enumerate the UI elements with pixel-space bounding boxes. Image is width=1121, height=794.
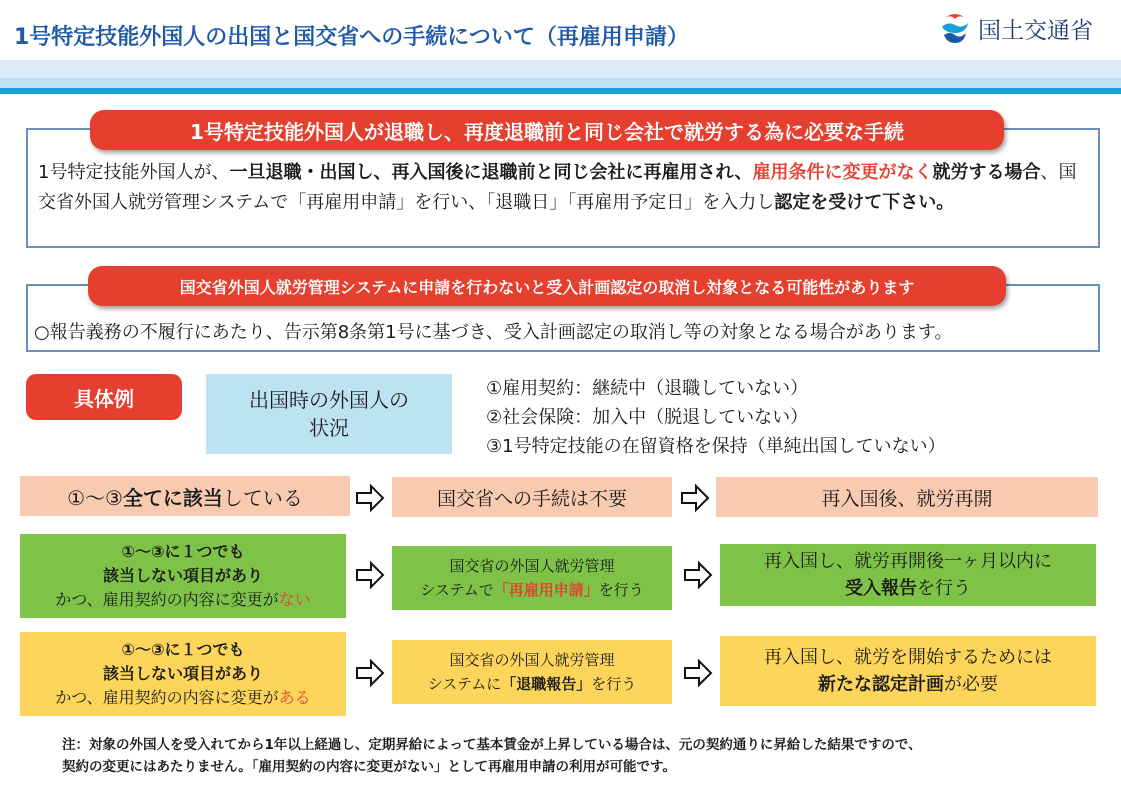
flow-row3-result (720, 636, 1096, 706)
procedure-heading: 1号特定技能外国人が退職し、再度退職前と同じ会社で就労する為に必要な手続 (90, 110, 1004, 150)
flow-text: かつ、雇用契約の内容に変更が (55, 590, 279, 609)
flow-text: を行う (917, 578, 971, 599)
header-band-accent (0, 88, 1121, 94)
procedure-text-part: 1号特定技能外国人が、 (38, 162, 230, 183)
flow-text: システムに (427, 675, 502, 693)
procedure-text (38, 158, 1094, 218)
procedure-text-bold: 認定を受けて下さい。 (774, 192, 955, 213)
header-band-light (0, 60, 1121, 78)
flow-text: ①～③ (67, 485, 123, 510)
flow-text: 国交省の外国人就労管理 (449, 651, 615, 669)
flow-text-bold: 全てに該当 (122, 485, 223, 510)
flow-text: 国交省の外国人就労管理 (449, 557, 615, 575)
condition-item: ②社会保険：加入中（脱退していない） (486, 407, 809, 428)
right-arrow-icon (683, 658, 713, 688)
flow-text: システムで (420, 581, 494, 599)
flow-text: 再入国し、就労を開始するためには (764, 647, 1052, 668)
flow-text: ①～③に (121, 640, 181, 659)
flow-row3-condition (20, 632, 346, 716)
flow-text: 再入国し、就労再開後一ヶ月以内に (764, 551, 1052, 572)
flow-row2-result (720, 544, 1096, 606)
footnote-line: 契約の変更にはあたりません。「雇用契約の内容に変更がない」として再雇用申請の利用が可能です。 (62, 759, 676, 775)
right-arrow-icon (355, 560, 385, 590)
flow-row1-condition (20, 476, 350, 516)
flow-text-bold: 該当しない項目があり (102, 566, 263, 585)
header-band-mid (0, 78, 1121, 88)
condition-item: ①雇用契約：継続中（退職していない） (486, 378, 809, 399)
flow-row1-procedure: 国交省への手続は不要 (392, 477, 672, 517)
flow-text-red: ある (278, 688, 311, 707)
procedure-text-bold: 一旦退職・出国し、再入国後に退職前と同じ会社に再雇用され、 (229, 162, 753, 183)
situation-line: 状況 (309, 416, 349, 440)
procedure-text-red: 雇用条件に変更がなく (752, 162, 933, 183)
condition-item: ③1号特定技能の在留資格を保持（単純出国していない） (486, 436, 946, 457)
flow-text-bold: 新たな認定計画 (818, 674, 944, 695)
flow-text-bold: １つでも (180, 542, 245, 561)
flow-text: を行う (591, 675, 637, 693)
flow-text-red: ない (278, 590, 311, 609)
flow-row2-condition (20, 534, 346, 618)
flow-text-bold: 「退職報告」 (501, 675, 592, 693)
condition-list (486, 374, 1106, 461)
right-arrow-icon (355, 658, 385, 688)
flow-row1-result: 再入国後、就労再開 (716, 477, 1098, 517)
flow-text: が必要 (944, 674, 998, 695)
logo-text: 国土交通省 (978, 17, 1093, 44)
warning-text: ○報告義務の不履行にあたり、告示第8条第1号に基づき、受入計画認定の取消し等の対象となる場合があります。 (34, 322, 953, 343)
flow-text: している (222, 485, 303, 510)
flow-text-bold: 受入報告 (845, 578, 917, 599)
procedure-text-bold: 就労する場合 (932, 162, 1041, 183)
flow-text: かつ、雇用契約の内容に変更が (55, 688, 279, 707)
flow-text-bold: 該当しない項目があり (102, 664, 263, 683)
flow-text: ①～③に (121, 542, 181, 561)
flow-row3-procedure (392, 640, 672, 704)
right-arrow-icon (355, 483, 385, 513)
example-tag: 具体例 (26, 374, 182, 420)
mlit-logo (938, 10, 1093, 46)
right-arrow-icon (683, 560, 713, 590)
warning-heading: 国交省外国人就労管理システムに申請を行わないと受入計画認定の取消し対象となる可能性があります (88, 266, 1006, 306)
footnote (62, 734, 1102, 778)
mlit-logo-icon (938, 11, 972, 45)
flow-text-bold: １つでも (180, 640, 245, 659)
flow-text: を行う (598, 581, 644, 599)
procedure-text-part: 、国交省外国人就労管理システムで「再雇用申請」を行い、「退職日」「再雇用予定日」を入力し (38, 162, 1077, 213)
right-arrow-icon (680, 483, 710, 513)
situation-line: 出国時の外国人の (249, 388, 409, 412)
footnote-line: 注：対象の外国人を受入れてから1年以上経過し、定期昇給によって基本賃金が上昇している場合は、元の契約通りに昇給した結果ですので、 (62, 737, 922, 753)
flow-row2-procedure (392, 546, 672, 610)
situation-label (206, 374, 452, 454)
page-title: 1号特定技能外国人の出国と国交省への手続について（再雇用申請） (14, 25, 689, 50)
flow-text-red: 「再雇用申請」 (493, 581, 599, 599)
